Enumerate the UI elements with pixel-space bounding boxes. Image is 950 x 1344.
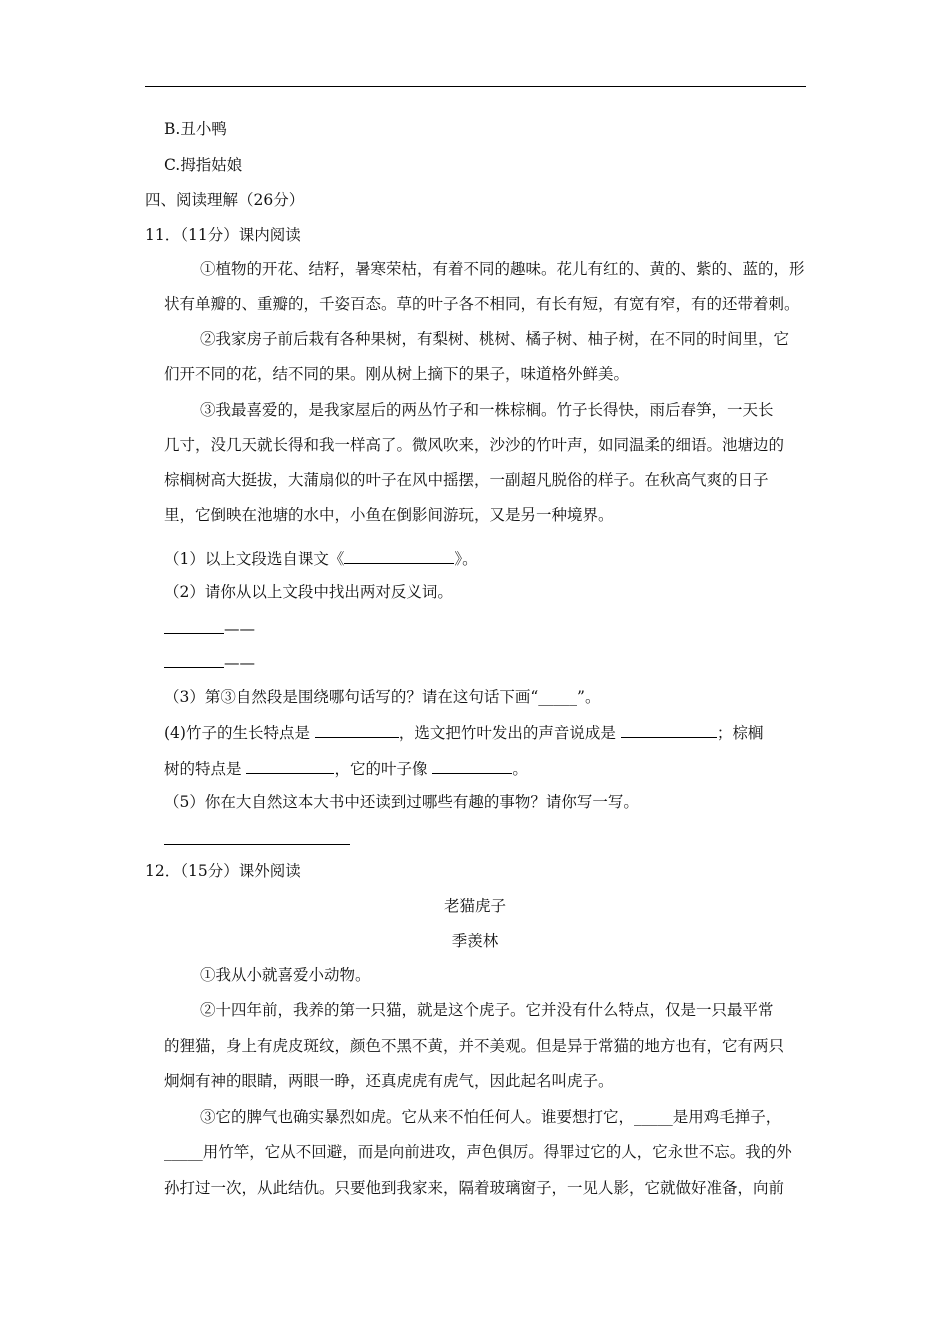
q12-p3-line1: ③它的脾气也确实暴烈如虎。它从来不怕任何人。谁要想打它，_____是用鸡毛掸子， xyxy=(200,1108,782,1126)
answer-blank[interactable] xyxy=(432,757,512,774)
q11-sub4-text: (4)竹子的生长特点是 xyxy=(164,724,315,742)
option-b: B.丑小鸭 xyxy=(164,120,227,138)
q11-sub4-text: ，它的叶子像 xyxy=(334,760,433,778)
q11-sub2: （2）请你从以上文段中找出两对反义词。 xyxy=(164,583,453,601)
q11-sub5-answer-line xyxy=(164,828,350,850)
q11-sub4-line1 xyxy=(164,721,763,743)
q12-header: 12．（15分）课外阅读 xyxy=(145,862,301,880)
q11-sub4-text: ；棕榈 xyxy=(716,724,764,742)
q11-sub4-line2 xyxy=(164,757,528,779)
answer-blank[interactable] xyxy=(621,721,717,738)
q11-p2-line1: ②我家房子前后栽有各种果树，有梨树、桃树、橘子树、柚子树，在不同的时间里，它 xyxy=(200,330,790,348)
q11-sub3: （3）第③自然段是围绕哪句话写的？请在这句话下画“_____”。 xyxy=(164,688,601,706)
q11-header: 11．（11分）课内阅读 xyxy=(145,226,301,244)
answer-blank[interactable] xyxy=(164,617,224,634)
q11-p1-line2: 状有单瓣的、重瓣的，千姿百态。草的叶子各不相同，有长有短，有宽有窄，有的还带着刺。 xyxy=(164,295,800,313)
answer-blank[interactable] xyxy=(315,721,399,738)
q11-sub4-text: 树的特点是 xyxy=(164,760,247,778)
q11-sub1-suffix: 》。 xyxy=(454,550,478,568)
q11-sub1 xyxy=(164,547,478,569)
header-rule xyxy=(145,86,806,87)
answer-blank[interactable] xyxy=(164,828,350,845)
dash: —— xyxy=(224,620,255,638)
article-author: 季羡林 xyxy=(451,932,499,950)
q11-sub5: （5）你在大自然这本大书中还读到过哪些有趣的事物？请你写一写。 xyxy=(164,793,639,811)
q11-sub4-text: ，选文把竹叶发出的声音说成是 xyxy=(398,724,621,742)
antonym-row-1 xyxy=(164,617,255,639)
answer-blank[interactable] xyxy=(344,547,454,564)
dash: —— xyxy=(224,654,255,672)
q11-p3-line2: 几寸，没几天就长得和我一样高了。微风吹来，沙沙的竹叶声，如同温柔的细语。池塘边的 xyxy=(164,436,785,454)
answer-blank[interactable] xyxy=(246,757,334,774)
q11-p2-line2: 们开不同的花，结不同的果。刚从树上摘下的果子，味道格外鲜美。 xyxy=(164,365,630,383)
q12-p3-line3: 孙打过一次，从此结仇。只要他到我家来，隔着玻璃窗子，一见人影，它就做好准备，向前 xyxy=(164,1179,785,1197)
q11-p3-line4: 里，它倒映在池塘的水中，小鱼在倒影间游玩，又是另一种境界。 xyxy=(164,506,614,524)
q12-p2-line3: 炯炯有神的眼睛，两眼一睁，还真虎虎有虎气，因此起名叫虎子。 xyxy=(164,1072,614,1090)
q11-p1-line1: ①植物的开花、结籽，暑寒荣枯，有着不同的趣味。花儿有红的、黄的、紫的、蓝的，形 xyxy=(200,260,805,278)
q11-p3-line1: ③我最喜爱的，是我家屋后的两丛竹子和一株棕榈。竹子长得快，雨后春笋，一天长 xyxy=(200,401,774,419)
q12-p3-line2: _____用竹竿，它从不回避，而是向前进攻，声色俱厉。得罪过它的人，它永世不忘。我的外 xyxy=(164,1143,792,1161)
antonym-row-2 xyxy=(164,651,255,673)
article-title: 老猫虎子 xyxy=(443,897,506,915)
option-c: C.拇指姑娘 xyxy=(164,156,243,174)
q12-p2-line2: 的狸猫，身上有虎皮斑纹，颜色不黑不黄，并不美观。但是异于常猫的地方也有，它有两只 xyxy=(164,1037,785,1055)
q12-p2-line1: ②十四年前，我养的第一只猫，就是这个虎子。它并没有什么特点，仅是一只最平常 xyxy=(200,1001,774,1019)
q11-sub4-text: 。 xyxy=(512,760,528,778)
answer-blank[interactable] xyxy=(164,651,224,668)
q12-p1: ①我从小就喜爱小动物。 xyxy=(200,966,371,984)
q11-sub1-prefix: （1）以上文段选自课文《 xyxy=(164,550,345,568)
q11-p3-line3: 棕榈树高大挺拔，大蒲扇似的叶子在风中摇摆，一副超凡脱俗的样子。在秋高气爽的日子 xyxy=(164,471,769,489)
section-title: 四、阅读理解（26分） xyxy=(145,191,305,209)
